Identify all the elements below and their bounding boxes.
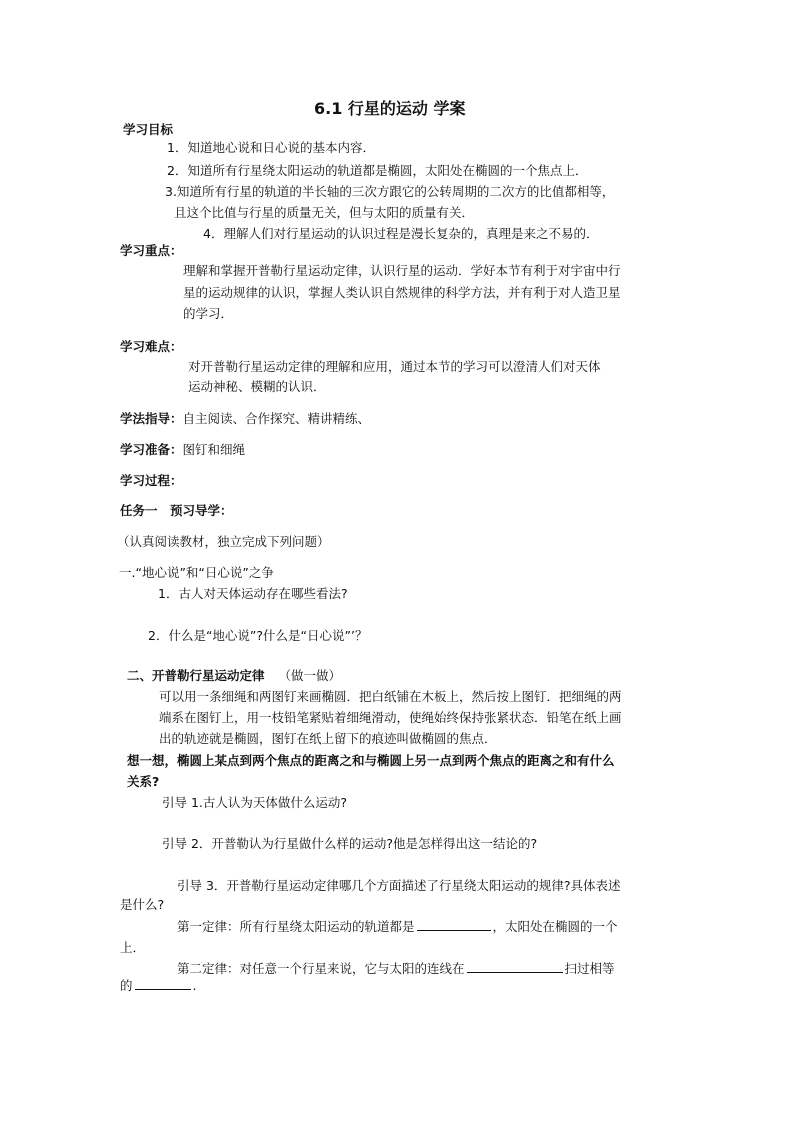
law2-text-b: 扫过相等 (564, 961, 615, 976)
guide-3-line-2: 是什么? (120, 897, 165, 912)
section2-heading-line (127, 667, 341, 684)
preparation-text: 图钉和细绳 (182, 442, 246, 457)
law1-text-a: 第一定律：所有行星绕太阳运动的轨道都是 (177, 919, 415, 934)
task1-heading: 任务一 预习导学： (120, 503, 233, 518)
law2-text-d: . (192, 978, 197, 993)
objective-item-4: 4．理解人们对行星运动的认识过程是漫长复杂的，真理是来之不易的． (203, 226, 599, 241)
guide-3-line-1: 引导 3．开普勒行星运动定律哪几个方面描述了行星绕太阳运动的规律?具体表述 (177, 878, 621, 893)
objective-item-1: 1．知道地心说和日心说的基本内容． (167, 140, 375, 155)
section2-heading-note: （做一做） (278, 668, 342, 683)
difficulties-line-1: 对开普勒行星运动定律的理解和应用，通过本节的学习可以澄清人们对天体 (188, 359, 601, 374)
method-heading: 学法指导： (120, 411, 183, 426)
law2-blank-2[interactable] (135, 977, 191, 990)
think-line-1: 想一想，椭圆上某点到两个焦点的距离之和与椭圆上另一点到两个焦点的距离之和有什么 (127, 753, 615, 768)
objectives-heading: 学习目标 (123, 122, 174, 137)
objective-item-2: 2．知道所有行星绕太阳运动的轨道都是椭圆，太阳处在椭圆的一个焦点上． (167, 163, 588, 178)
key-points-heading: 学习重点： (120, 243, 183, 258)
preparation-heading: 学习准备： (120, 442, 183, 457)
preparation-line (120, 441, 245, 458)
difficulties-line-2: 运动神秘、模糊的认识． (188, 379, 326, 394)
section1-question-1: 1．古人对天体运动存在哪些看法? (158, 586, 348, 601)
page-title: 6.1 行星的运动 学案 (314, 99, 466, 118)
section2-heading: 二、开普勒行星运动定律 (127, 668, 265, 683)
law2-text-c: 的 (120, 978, 133, 993)
method-line (120, 410, 370, 427)
law1-cont: 上． (120, 940, 146, 955)
law2-line (177, 960, 615, 977)
section1-heading: 一.“地心说”和“日心说”之争 (119, 565, 274, 580)
law1-line (177, 918, 618, 935)
objective-item-3-cont: 且这个比值与行星的质量无关，但与太阳的质量有关． (174, 205, 475, 220)
guide-2: 引导 2．开普勒认为行星做什么样的运动?他是怎样得出这一结论的? (162, 836, 538, 851)
section2-body-line-1: 可以用一条细绳和两图钉来画椭圆．把白纸铺在木板上，然后按上图钉．把细绳的两 (159, 689, 622, 704)
method-text: 自主阅读、合作探究、精讲精练、 (182, 411, 371, 426)
difficulties-heading: 学习难点： (120, 339, 183, 354)
objective-item-3: 3.知道所有行星的轨道的半长轴的三次方跟它的公转周期的二次方的比值都相等， (165, 184, 615, 199)
section1-question-2: 2．什么是“地心说”?什么是“日心说”’？ (148, 628, 368, 643)
process-heading: 学习过程： (120, 473, 183, 488)
law2-blank-1[interactable] (467, 960, 563, 973)
think-line-2: 关系? (127, 774, 160, 789)
section2-body-line-3: 出的轨迹就是椭圆，图钉在纸上留下的痕迹叫做椭圆的焦点． (159, 731, 497, 746)
law2-text-a: 第二定律：对任意一个行星来说，它与太阳的连线在 (177, 961, 465, 976)
law1-text-b: ，太阳处在椭圆的一个 (492, 919, 618, 934)
key-points-line-3: 的学习． (183, 306, 234, 321)
key-points-line-1: 理解和掌握开普勒行星运动定律，认识行星的运动．学好本节有利于对宇宙中行 (183, 263, 621, 278)
law2-cont (120, 977, 197, 994)
key-points-line-2: 星的运动规律的认识，掌握人类认识自然规律的科学方法，并有利于对人造卫星 (183, 285, 621, 300)
law1-blank[interactable] (417, 918, 491, 931)
section2-body-line-2: 端系在图钉上，用一枝铅笔紧贴着细绳滑动，使绳始终保持张紧状态．铅笔在纸上画 (159, 710, 622, 725)
task1-note: （认真阅读教材，独立完成下列问题） (117, 534, 330, 549)
guide-1: 引导 1.古人认为天体做什么运动? (162, 795, 348, 810)
